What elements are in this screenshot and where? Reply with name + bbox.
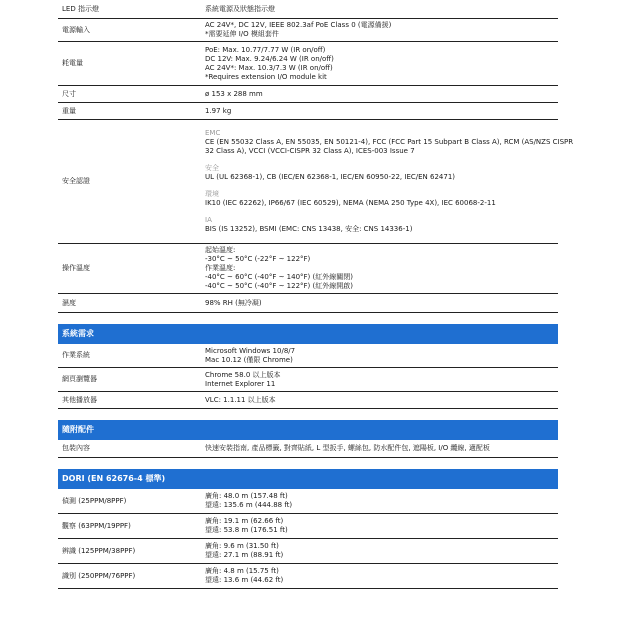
value-line: 望遠: 53.8 m (176.51 ft) — [205, 526, 288, 534]
spec-value — [205, 127, 573, 236]
cert-line: CE (EN 55032 Class A, EN 55035, EN 50121-4), FCC (FCC Part 15 Subpart B Class A), RCM (AS/NZS CISPR — [205, 138, 574, 146]
spec-label: 操作溫度 — [62, 264, 90, 272]
dori-value — [205, 515, 558, 537]
accessories-label: 包裝內容 — [62, 444, 90, 452]
spec-row — [58, 19, 558, 42]
system-row — [58, 392, 558, 409]
dori-row — [58, 489, 558, 514]
spec-value — [205, 105, 558, 118]
system-label: 作業系統 — [62, 351, 90, 359]
spec-label: 電源輸入 — [62, 25, 90, 34]
value-line: 作業溫度: — [205, 264, 236, 272]
dori-value — [205, 490, 558, 512]
value-line: 廣角: 9.6 m (31.50 ft) — [205, 542, 279, 550]
specs-block — [58, 0, 574, 313]
value-line: VLC: 1.1.11 以上版本 — [205, 395, 276, 404]
spec-table — [58, 0, 574, 589]
dori-label: 識別 (250PPM/76PPF) — [62, 571, 136, 580]
system-label: 網頁瀏覽器 — [62, 375, 97, 383]
value-line: 望遠: 135.6 m (444.88 ft) — [205, 501, 293, 509]
spec-label: 重量 — [62, 106, 76, 115]
dori-label: 偵測 (25PPM/8PPF) — [62, 496, 127, 505]
cert-category: 環境 — [205, 190, 219, 198]
value-line: 廣角: 19.1 m (62.66 ft) — [205, 517, 284, 525]
value-line: 98% RH (無冷凝) — [205, 298, 262, 307]
spec-row — [58, 42, 558, 86]
value-line: AC 24V*: Max. 10.3/7.3 W (IR on/off) — [205, 63, 333, 72]
value-line: -40°C ~ 50°C (-40°F ~ 122°F) (紅外線開啟) — [205, 282, 353, 290]
value-line: Mac 10.12 (僅限 Chrome) — [205, 355, 293, 364]
cert-category: EMC — [205, 129, 221, 137]
spec-row — [58, 294, 558, 313]
spec-value — [205, 88, 558, 101]
spec-row — [58, 0, 558, 19]
section-header-system: 系統需求 — [58, 324, 558, 344]
value-line: *需要延伸 I/O 模組套件 — [205, 30, 279, 38]
accessories-block — [58, 440, 558, 458]
spec-row — [58, 103, 558, 120]
dori-row — [58, 514, 558, 539]
value-line: PoE: Max. 10.77/7.77 W (IR on/off) — [205, 45, 326, 54]
value-line: AC 24V*, DC 12V, IEEE 802.3af PoE Class 0 (電源備援) — [205, 21, 392, 29]
value-line: Internet Explorer 11 — [205, 379, 276, 388]
spec-value — [205, 244, 558, 293]
value-line: 快速安裝指南, 產品標籤, 對齊貼紙, L 型扳手, 螺絲包, 防水配件包, 遮陽板, I/O 纜線, 適配板 — [205, 444, 490, 452]
value-line: ø 153 x 288 mm — [205, 89, 263, 98]
cert-line: 32 Class A), VCCI (VCCI-CISPR 32 Class A), ICES-003 Issue 7 — [205, 147, 415, 155]
cert-category: IA — [205, 216, 212, 224]
dori-row — [58, 539, 558, 564]
system-block — [58, 344, 558, 409]
system-row — [58, 344, 558, 368]
spec-label: LED 指示燈 — [62, 4, 99, 13]
dori-block — [58, 489, 558, 589]
spec-label: 耗電量 — [62, 59, 83, 67]
value-line: 廣角: 4.8 m (15.75 ft) — [205, 567, 279, 575]
spec-value — [205, 3, 558, 16]
spec-row — [58, 86, 558, 103]
cert-line: BIS (IS 13252), BSMI (EMC: CNS 13438, 安全: CNS 14336-1) — [205, 225, 413, 233]
value-line: 廣角: 48.0 m (157.48 ft) — [205, 492, 288, 500]
spec-value — [205, 44, 558, 84]
section-header-dori: DORI (EN 62676-4 標準) — [58, 469, 558, 489]
system-row — [58, 368, 558, 392]
value-line: Microsoft Windows 10/8/7 — [205, 346, 296, 355]
dori-label: 辨識 (125PPM/38PPF) — [62, 546, 136, 555]
spec-row — [58, 244, 558, 294]
value-line: 望遠: 13.6 m (44.62 ft) — [205, 576, 284, 584]
accessories-row — [58, 440, 558, 458]
system-label: 其他播放器 — [62, 395, 97, 404]
value-line: DC 12V: Max. 9.24/6.24 W (IR on/off) — [205, 54, 334, 63]
system-value — [205, 369, 558, 391]
spec-label: 濕度 — [62, 298, 76, 307]
spec-value — [205, 19, 558, 41]
spec-label: 安全認證 — [62, 177, 90, 185]
value-line: 系統電源及狀態指示燈 — [205, 4, 275, 13]
cert-line: IK10 (IEC 62262), IP66/67 (IEC 60529), NEMA (NEMA 250 Type 4X), IEC 60068-2-11 — [205, 199, 496, 207]
dori-value — [205, 565, 558, 587]
dori-label: 觀察 (63PPM/19PPF) — [62, 521, 131, 530]
system-value — [205, 345, 558, 367]
section-header-accessories: 隨附配件 — [58, 420, 558, 440]
value-line: 起始溫度: — [205, 246, 236, 254]
spec-row — [58, 120, 574, 244]
accessories-value — [205, 442, 558, 455]
value-line: -40°C ~ 60°C (-40°F ~ 140°F) (紅外線關閉) — [205, 273, 353, 281]
value-line: Chrome 58.0 以上版本 — [205, 370, 281, 379]
value-line: 望遠: 27.1 m (88.91 ft) — [205, 551, 284, 559]
cert-line: UL (UL 62368-1), CB (IEC/EN 62368-1, IEC/EN 60950-22, IEC/EN 62471) — [205, 173, 456, 181]
value-line: -30°C ~ 50°C (-22°F ~ 122°F) — [205, 255, 311, 263]
spec-label: 尺寸 — [62, 89, 76, 98]
value-line: 1.97 kg — [205, 106, 232, 115]
system-value — [205, 394, 558, 407]
dori-row — [58, 564, 558, 589]
dori-value — [205, 540, 558, 562]
spec-value — [205, 297, 558, 310]
cert-category: 安全 — [205, 164, 219, 172]
value-line: *Requires extension I/O module kit — [205, 72, 327, 81]
